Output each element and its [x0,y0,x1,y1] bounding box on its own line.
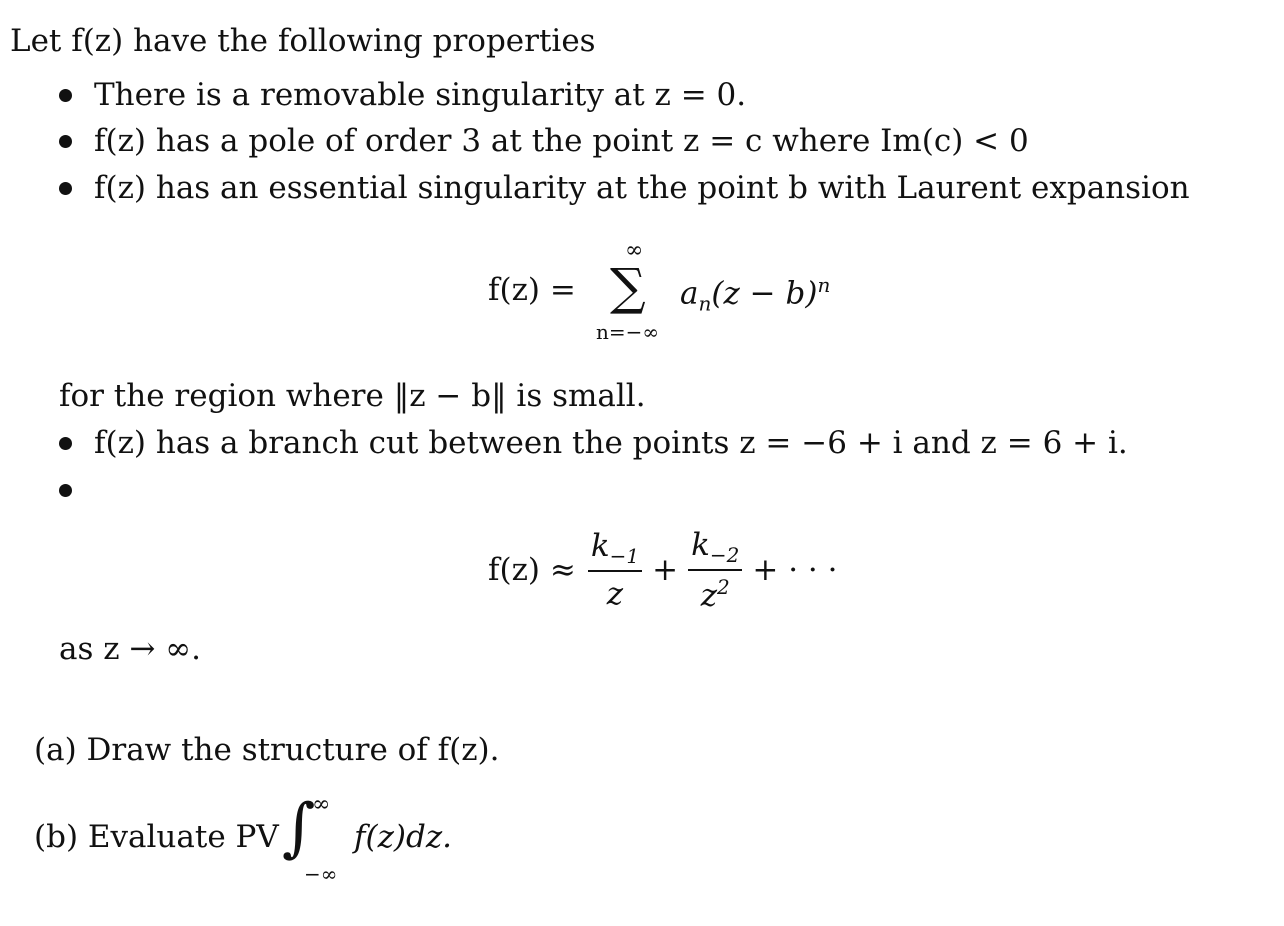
coefficient-subscript: n [698,291,712,316]
k2-letter: k [691,526,710,563]
fraction-k1-over-z [588,528,642,612]
part-b-label: (b) Evaluate PV [34,819,279,855]
property-branch-cut: f(z) has a branch cut between the points z = −6 + i and z = 6 + i. [94,425,1128,461]
k2-subscript: −2 [709,542,740,567]
sum-symbol: ∑ [610,258,646,316]
asymptotic-equation [488,526,838,614]
k1-letter: k [590,527,610,564]
laurent-exponent: n [817,273,831,297]
sum-upper-limit: ∞ [625,238,644,263]
fraction-k2-over-z2 [688,527,742,614]
integral-sign: ∫ [282,791,316,865]
integral-lower-limit: −∞ [304,862,338,886]
series-tail: + · · · [752,552,838,588]
den2-exponent: 2 [717,574,730,599]
property-removable: There is a removable singularity at z = 0. [94,77,747,113]
part-b [34,790,534,890]
part-a: (a) Draw the structure of f(z). [34,732,500,768]
integrand: f(z)dz. [354,819,453,855]
as-limit: as z → ∞. [59,631,201,667]
den1: z [606,576,624,613]
intro-text: Let f(z) have the following properties [10,23,596,59]
region-note: for the region where ‖z − b‖ is small. [59,378,646,414]
property-essential: f(z) has an essential singularity at the point b with Laurent expansion [94,170,1190,206]
laurent-term [680,275,830,314]
bullet-1 [59,89,72,102]
bullet-2 [59,135,72,148]
bullet-3 [59,182,72,195]
laurent-equation [488,238,848,344]
integral-upper-limit: ∞ [312,792,331,817]
coefficient-a: a [680,275,699,312]
den2: z [700,577,718,614]
asymptotic-lhs: f(z) ≈ [488,552,576,588]
bullet-4 [59,437,72,450]
property-pole: f(z) has a pole of order 3 at the point z = c where Im(c) < 0 [94,123,1029,159]
plus-sign: + [652,552,679,588]
sum-lower-limit: n=−∞ [596,320,660,344]
laurent-term-body: (z − b) [711,275,818,312]
k1-subscript: −1 [609,544,640,569]
bullet-5 [59,484,72,497]
laurent-lhs: f(z) = [488,272,576,308]
